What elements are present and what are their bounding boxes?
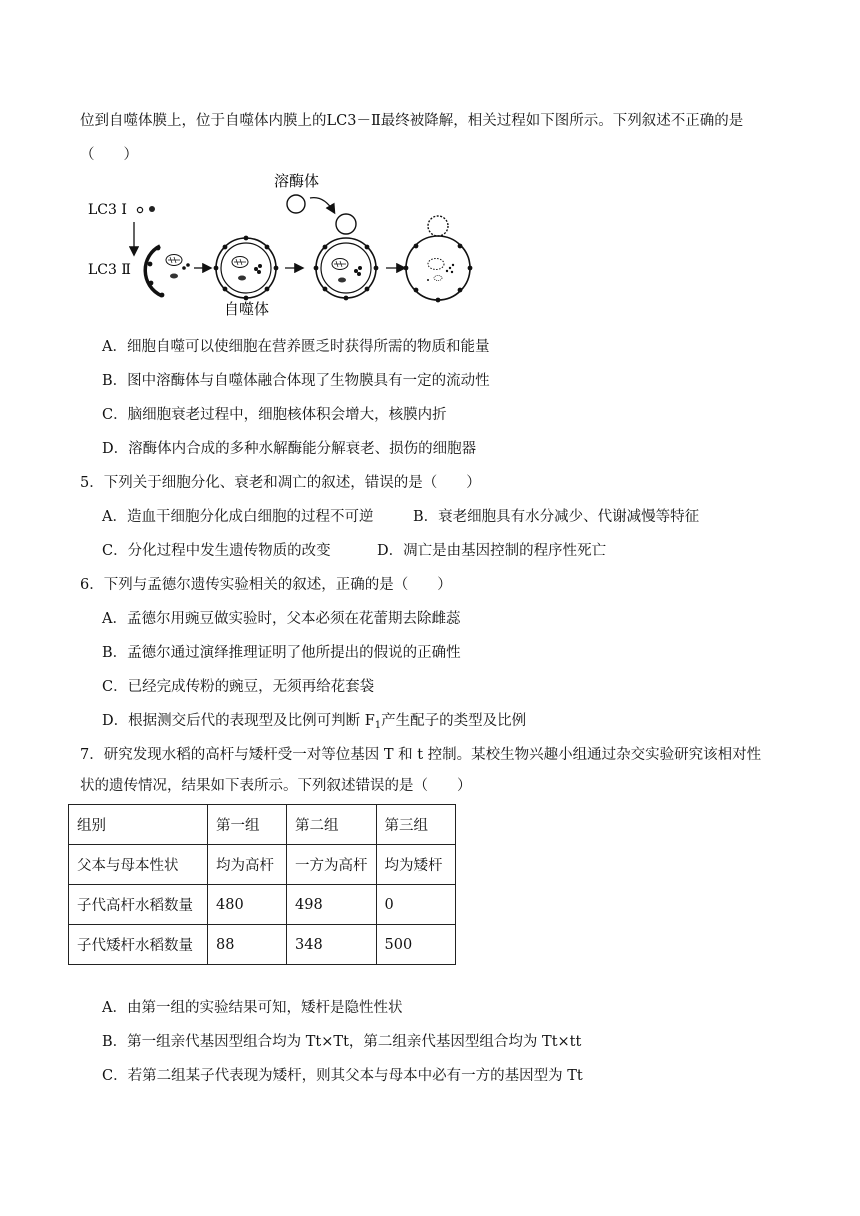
q7-results-table <box>68 804 456 965</box>
table-cell: 500 <box>376 925 455 965</box>
table-cell: 子代矮杆水稻数量 <box>69 925 208 965</box>
q5-option-c: C．分化过程中发生遗传物质的改变 <box>102 543 331 559</box>
table-cell: 均为高杆 <box>208 845 287 885</box>
q7-option-b: B．第一组亲代基因型组合均为 Tt×Tt，第二组亲代基因型组合均为 Tt×tt <box>102 1034 582 1050</box>
q6-option-b: B．孟德尔通过演绎推理证明了他所提出的假说的正确性 <box>102 645 461 661</box>
q7-option-c: C．若第二组某子代表现为矮杆，则其父本与母本中必有一方的基因型为 Tt <box>102 1068 583 1084</box>
label-lc3-i: LC3 I <box>88 202 127 218</box>
label-autophagosome: 自噬体 <box>224 300 270 318</box>
q4-intro-line2: （ ） <box>80 147 138 163</box>
q5-option-a: A．造血干细胞分化成白细胞的过程不可逆 <box>102 509 374 525</box>
table-cell: 第一组 <box>208 805 287 845</box>
table-row <box>69 805 456 845</box>
q5-option-d: D．凋亡是由基因控制的程序性死亡 <box>377 543 607 559</box>
phagophore <box>145 246 162 296</box>
q7-option-a: A．由第一组的实验结果可知，矮杆是隐性性状 <box>102 1000 403 1016</box>
q5-option-b: B．衰老细胞具有水分减少、代谢减慢等特征 <box>413 509 700 525</box>
table-cell: 348 <box>287 925 377 965</box>
q7-stem-line2: 状的遗传情况，结果如下表所示。下列叙述错误的是（ ） <box>80 778 472 794</box>
table-cell: 第三组 <box>376 805 455 845</box>
table-row <box>69 885 456 925</box>
table-cell: 父本与母本性状 <box>69 845 208 885</box>
table-row <box>69 925 456 965</box>
autophagy-diagram <box>84 168 504 318</box>
table-row <box>69 845 456 885</box>
label-lysosome: 溶酶体 <box>274 172 320 190</box>
q6-stem: 6．下列与孟德尔遗传实验相关的叙述，正确的是（ ） <box>80 577 452 593</box>
table-cell: 组别 <box>69 805 208 845</box>
table-cell: 0 <box>376 885 455 925</box>
table-cell: 子代高杆水稻数量 <box>69 885 208 925</box>
q6-option-a: A．孟德尔用豌豆做实验时，父本必须在花蕾期去除雌蕊 <box>102 611 461 627</box>
table-cell: 一方为高杆 <box>287 845 377 885</box>
q5-stem: 5．下列关于细胞分化、衰老和凋亡的叙述，错误的是（ ） <box>80 475 481 491</box>
q4-option-d: D．溶酶体内合成的多种水解酶能分解衰老、损伤的细胞器 <box>102 441 477 457</box>
table-cell: 88 <box>208 925 287 965</box>
lc3i-dot-2 <box>149 206 155 212</box>
q7-stem-line1: 7．研究发现水稻的高杆与矮杆受一对等位基因 T 和 t 控制。某校生物兴趣小组通过杂交实验研究该相对性 <box>80 747 762 763</box>
q6-option-c: C．已经完成传粉的豌豆，无须再给花套袋 <box>102 679 375 695</box>
q4-option-c: C．脑细胞衰老过程中，细胞核体积会增大，核膜内折 <box>102 407 447 423</box>
table-cell: 498 <box>287 885 377 925</box>
table-cell: 第二组 <box>287 805 377 845</box>
q4-option-a: A．细胞自噬可以使细胞在营养匮乏时获得所需的物质和能量 <box>102 339 490 355</box>
lc3i-dot-1 <box>137 207 142 212</box>
q6-option-d: D．根据测交后代的表现型及比例可判断 $F_1$产生配子的类型及比例 <box>102 713 527 731</box>
lysosome <box>287 195 305 213</box>
q4-option-b: B．图中溶酶体与自噬体融合体现了生物膜具有一定的流动性 <box>102 373 490 389</box>
label-lc3-ii: LC3 Ⅱ <box>88 262 131 278</box>
table-cell: 480 <box>208 885 287 925</box>
table-cell: 均为矮杆 <box>376 845 455 885</box>
q4-intro-line1: 位到自噬体膜上，位于自噬体内膜上的LC3－Ⅱ最终被降解，相关过程如下图所示。下列叙述不正确的是 <box>80 113 744 129</box>
